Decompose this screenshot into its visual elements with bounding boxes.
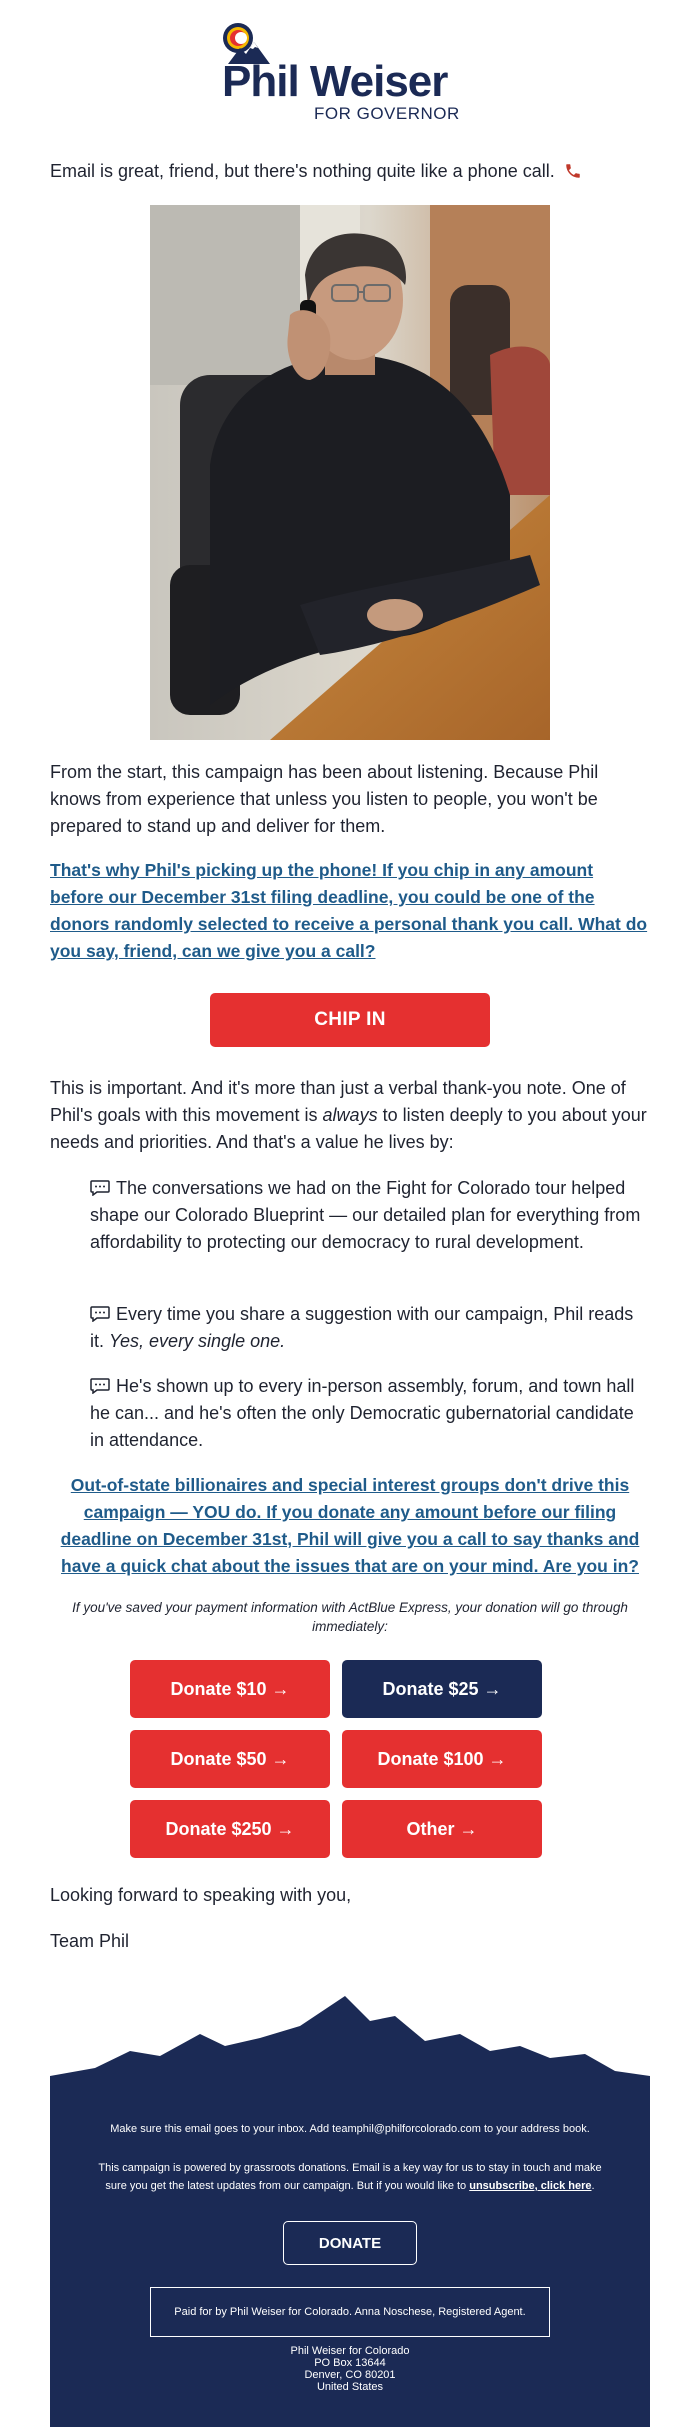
paragraph-listening-text: From the start, this campaign has been about listening. Because Phil knows from experience that unless you listen to people, you won't be prepared to stand up and deliver for them. bbox=[50, 762, 599, 836]
signature bbox=[50, 1928, 650, 1955]
footer-grassroots-note bbox=[90, 2159, 610, 2195]
logo-subtitle: FOR GOVERNOR bbox=[314, 104, 460, 123]
paragraph-important-start: This is important. And it's more than just a verbal thank-you note. One of Phil's goals with this movement is bbox=[50, 1078, 626, 1125]
phone-icon bbox=[564, 162, 582, 180]
footer-inbox-note: Make sure this email goes to your inbox. Add teamphil@philforcolorado.com to your address book. bbox=[110, 2123, 590, 2135]
phil-on-phone-photo bbox=[150, 205, 550, 740]
photo-illustration bbox=[150, 205, 550, 740]
mailing-address bbox=[50, 2345, 650, 2393]
bullet-item bbox=[90, 1301, 650, 1355]
speech-bubble-icon bbox=[90, 1306, 110, 1322]
chip-in-button[interactable]: CHIP IN bbox=[210, 993, 490, 1047]
phone-call-cta-link[interactable]: That's why Phil's picking up the phone! If you chip in any amount before our December 31st filing deadline, you could be one of the donors randomly selected to receive a personal thank you call. What do you say, friend, can we give you a call? bbox=[50, 860, 648, 961]
paid-for-disclaimer bbox=[150, 2287, 550, 2337]
paragraph-important-italic: always bbox=[322, 1105, 378, 1125]
paragraph-important bbox=[50, 1075, 650, 1156]
intro-text: Email is great, friend, but there's nothing quite like a phone call. bbox=[50, 161, 555, 181]
footer-grassroots-end: . bbox=[591, 2180, 595, 2192]
intro-line bbox=[50, 158, 650, 185]
donate-100-button[interactable]: Donate $100 → bbox=[342, 1730, 542, 1788]
speech-bubble-icon bbox=[90, 1378, 110, 1394]
speech-bubble-icon bbox=[90, 1180, 110, 1196]
address-line: United States bbox=[316, 2381, 384, 2393]
bullet-text: He's shown up to every in-person assembly, forum, and town hall he can... and he's often the only Democratic gubernatorial candidate in attendance. bbox=[90, 1376, 635, 1450]
donate-25-button[interactable]: Donate $25 → bbox=[342, 1660, 542, 1718]
signature-text: Team Phil bbox=[50, 1931, 130, 1951]
address-line: Phil Weiser for Colorado bbox=[290, 2345, 410, 2357]
closing-line bbox=[50, 1882, 650, 1909]
mountain-silhouette-icon bbox=[50, 1996, 650, 2106]
unsubscribe-link[interactable]: unsubscribe, click here bbox=[469, 2180, 592, 2192]
bullet-item bbox=[90, 1175, 650, 1256]
closing-text: Looking forward to speaking with you, bbox=[50, 1885, 352, 1905]
donate-250-button[interactable]: Donate $250 → bbox=[130, 1800, 330, 1858]
bullet-text: Every time you share a suggestion with our campaign, Phil reads it. bbox=[90, 1304, 634, 1351]
footer-grassroots-text: This campaign is powered by grassroots donations. Email is a key way for us to stay in touch and make sure you get the latest updates from our campaign. But if you would like to bbox=[98, 2162, 602, 2192]
bullet-text-italic: Yes, every single one. bbox=[109, 1331, 286, 1351]
address-line: Denver, CO 80201 bbox=[304, 2369, 396, 2381]
paid-for-text: Paid for by Phil Weiser for Colorado. Anna Noschese, Registered Agent. bbox=[174, 2305, 526, 2318]
paragraph-listening bbox=[50, 759, 650, 840]
footer-donate-button[interactable]: DONATE bbox=[283, 2221, 417, 2265]
footer bbox=[50, 2105, 650, 2427]
bullet-text: The conversations we had on the Fight for Colorado tour helped shape our Colorado Blueprint — our detailed plan for everything from affordability to protecting our democracy to rural development. bbox=[90, 1178, 641, 1252]
donate-10-button[interactable]: Donate $10 → bbox=[130, 1660, 330, 1718]
campaign-logo[interactable] bbox=[0, 14, 700, 124]
actblue-note: If you've saved your payment information with ActBlue Express, your donation will go through immediately: bbox=[72, 1600, 628, 1634]
bullet-item bbox=[90, 1373, 650, 1454]
address-line: PO Box 13644 bbox=[314, 2357, 386, 2369]
paragraph-important-end: to listen deeply to you about your needs and priorities. And that's a value he lives by: bbox=[50, 1105, 647, 1152]
donate-other-button[interactable]: Other → bbox=[342, 1800, 542, 1858]
logo-name: Phil Weiser bbox=[222, 57, 448, 106]
donate-50-button[interactable]: Donate $50 → bbox=[130, 1730, 330, 1788]
donate-cta-link[interactable]: Out-of-state billionaires and special interest groups don't drive this campaign — YOU do. If you donate any amount before our filing deadline on December 31st, Phil will give you a call to say thanks and have a quick chat about the issues that are on your mind. Are you in? bbox=[60, 1475, 640, 1576]
